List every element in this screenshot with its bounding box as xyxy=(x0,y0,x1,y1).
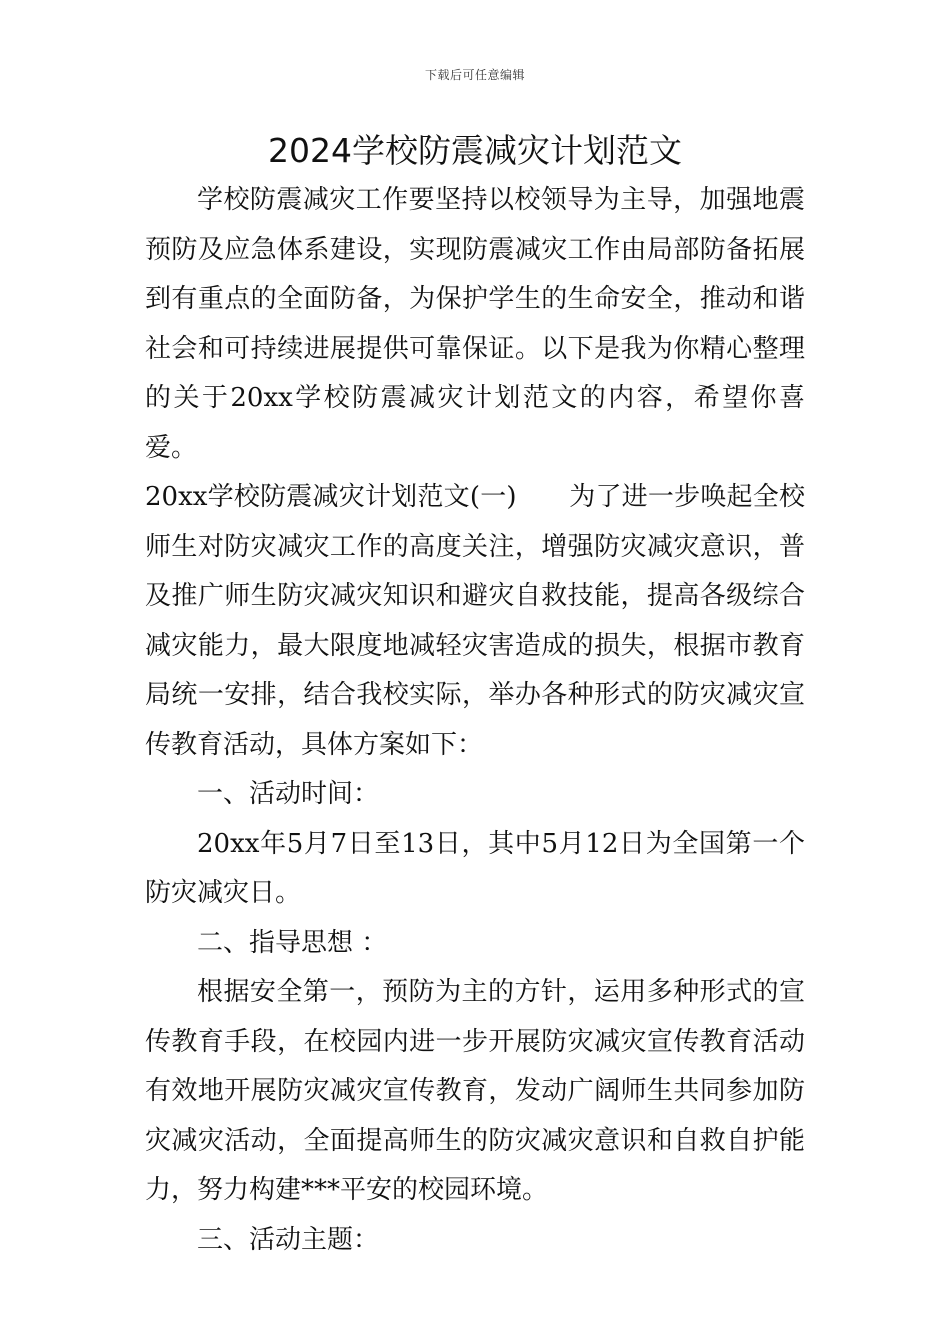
guiding-thought-paragraph: 根据安全第一，预防为主的方针，运用多种形式的宣传教育手段，在校园内进一步开展防灾减灾宣传教育活动有效地开展防灾减灾宣传教育，发动广阔师生共同参加防灾减灾活动，全面提高师生的防灾减灾意识和自救自护能力，努力构建***平安的校园环境。 xyxy=(145,977,805,1205)
heading-activity-time: 一、活动时间： xyxy=(197,779,380,809)
activity-time-paragraph: 20xx年5月7日至13日，其中5月12日为全国第一个防灾减灾日。 xyxy=(145,828,805,908)
heading-guiding-thought: 二、指导思想 ： xyxy=(197,927,388,958)
intro-paragraph: 学校防震减灾工作要坚持以校领导为主导，加强地震预防及应急体系建设，实现防震减灾工作由局部防备拓展到有重点的全面防备，为保护学生的生命安全，推动和谐社会和可持续进展提供可靠保证。以下是我为你精心整理的关于20xx学校防震减灾计划范文的内容，希望你喜爱。 xyxy=(145,185,805,463)
header-note: 下载后可任意编辑 xyxy=(424,68,525,82)
section-one-paragraph: 20xx学校防震减灾计划范文(一) 为了进一步唤起全校师生对防灾减灾工作的高度关注，增强防灾减灾意识，普及推广师生防灾减灾知识和避灾自救技能，提高各级综合减灾能力，最大限度地减轻灾害造成的损失，根据市教育局统一安排，结合我校实际，举办各种形式的防灾减灾宣传教育活动，具体方案如下： xyxy=(145,482,805,760)
document-title: 2024学校防震减灾计划范文 xyxy=(268,131,682,170)
heading-activity-theme: 三、活动主题： xyxy=(197,1224,380,1255)
document-body xyxy=(145,176,805,1265)
